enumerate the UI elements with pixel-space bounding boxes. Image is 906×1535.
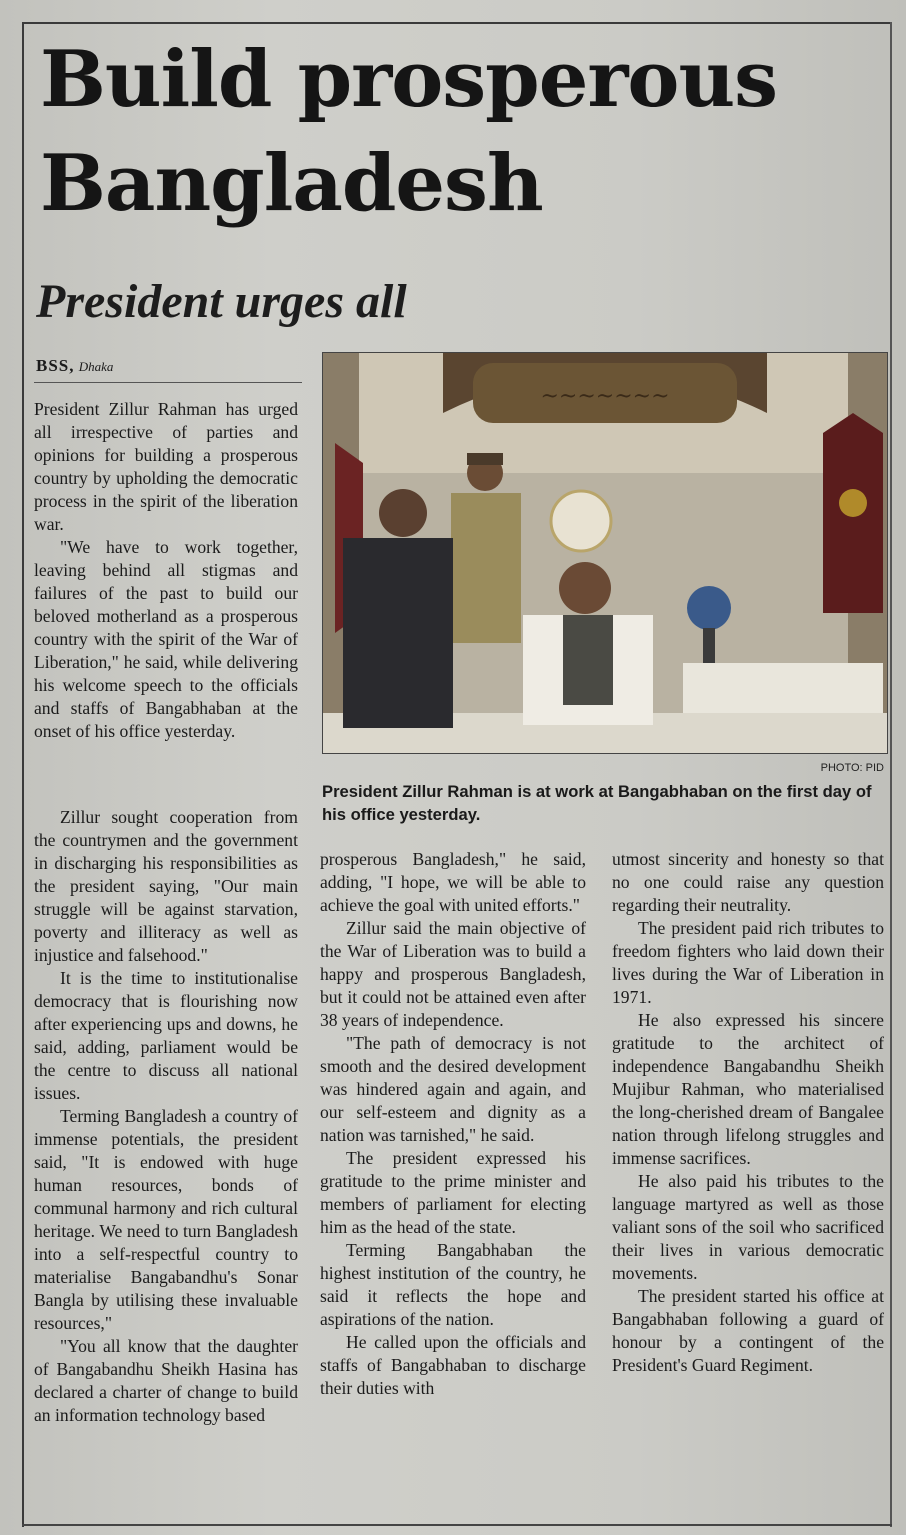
right-rule [890, 22, 892, 1527]
news-photo [322, 352, 888, 754]
paragraph-13: He also expressed his sincere gratitude to the architect of independence Bangabandhu Sheikh Mujibur Rahman, who materialised the long-cherished dream of Bangalee nation through lifelong struggles and immense sacrifices. [612, 1010, 884, 1168]
paragraph-11-start: He called upon the officials and staffs of Bangabhaban to discharge their duties with [320, 1332, 586, 1398]
paragraph-9: The president expressed his gratitude to the prime minister and members of parliament for electing him as the head of the state. [320, 1148, 586, 1237]
paragraph-3: Zillur sought cooperation from the countrymen and the government in discharging his responsibilities as the president saying, "Our main struggle will be against starvation, poverty and illiteracy as well as injustice and falsehood." [34, 807, 298, 965]
photo-illustration [323, 353, 887, 753]
paragraph-7: Zillur said the main objective of the War of Liberation was to build a happy and prosperous Bangladesh, but it could not be attained even after 38 years of independence. [320, 918, 586, 1030]
paragraph-4: It is the time to institutionalise democracy that is flourishing now after experiencing ups and downs, he said, adding, parliament would be the centre to discuss all national issues. [34, 968, 298, 1103]
paragraph-12: The president paid rich tributes to freedom fighters who laid down their lives during the War of Liberation in 1971. [612, 918, 884, 1007]
paragraph-2: "We have to work together, leaving behind all stigmas and failures of the past to build our beloved motherland as a prosperous country with the spirit of the War of Liberation," he said, while delivering his welcome speech to the officials and staffs of Bangabhaban at the onset of his office yesterday. [34, 537, 298, 741]
paragraph-14: He also paid his tributes to the language martyred as well as those valiant sons of the soil who sacrificed their lives in various democratic movements. [612, 1171, 884, 1283]
column-1-lower [34, 806, 298, 1427]
photo-caption: President Zillur Rahman is at work at Bangabhaban on the first day of his office yesterday. [322, 782, 872, 824]
byline-place: Dhaka [78, 359, 114, 374]
paragraph-6-end: prosperous Bangladesh," he said, adding, "I hope, we will be able to achieve the goal with united efforts." [320, 849, 586, 915]
column-2 [320, 848, 586, 1400]
column-3 [612, 848, 884, 1377]
left-rule [22, 22, 24, 1527]
paragraph-1: President Zillur Rahman has urged all irrespective of parties and opinions for building a prosperous country by upholding the democratic process in the spirit of the liberation war. [34, 399, 298, 534]
photo-credit: PHOTO: PID [820, 762, 884, 774]
byline-agency: BSS, [36, 356, 75, 375]
paragraph-15: The president started his office at Bangabhaban following a guard of honour by a contingent of the President's Guard Regiment. [612, 1286, 884, 1375]
headline: Build prosperous Bangladesh [40, 34, 778, 229]
paragraph-8: "The path of democracy is not smooth and the desired development was hindered again and again, and our self-esteem and dignity as a nation was tarnished," he said. [320, 1033, 586, 1145]
top-rule [22, 22, 892, 24]
column-1-upper [34, 398, 298, 743]
svg-text:~~~~~~~: ~~~~~~~ [540, 384, 670, 409]
paragraph-5: Terming Bangladesh a country of immense potentials, the president said, "It is endowed with huge human resources, bonds of communal harmony and rich cultural heritage. We need to turn Bangladesh into a self-respectful country to materialise Bangabandhu's Sonar Bangla by utilising these invaluable resources," [34, 1106, 298, 1333]
byline-rule [34, 382, 302, 383]
paragraph-11-end: utmost sincerity and honesty so that no one could raise any question regarding their neutrality. [612, 849, 884, 915]
byline [36, 356, 113, 376]
bottom-rule [22, 1524, 892, 1526]
subhead: President urges all [36, 275, 407, 328]
paragraph-6-start: "You all know that the daughter of Bangabandhu Sheikh Hasina has declared a charter of change to build an information technology based [34, 1336, 298, 1425]
paragraph-10: Terming Bangabhaban the highest institution of the country, he said it reflects the hope and aspirations of the nation. [320, 1240, 586, 1329]
